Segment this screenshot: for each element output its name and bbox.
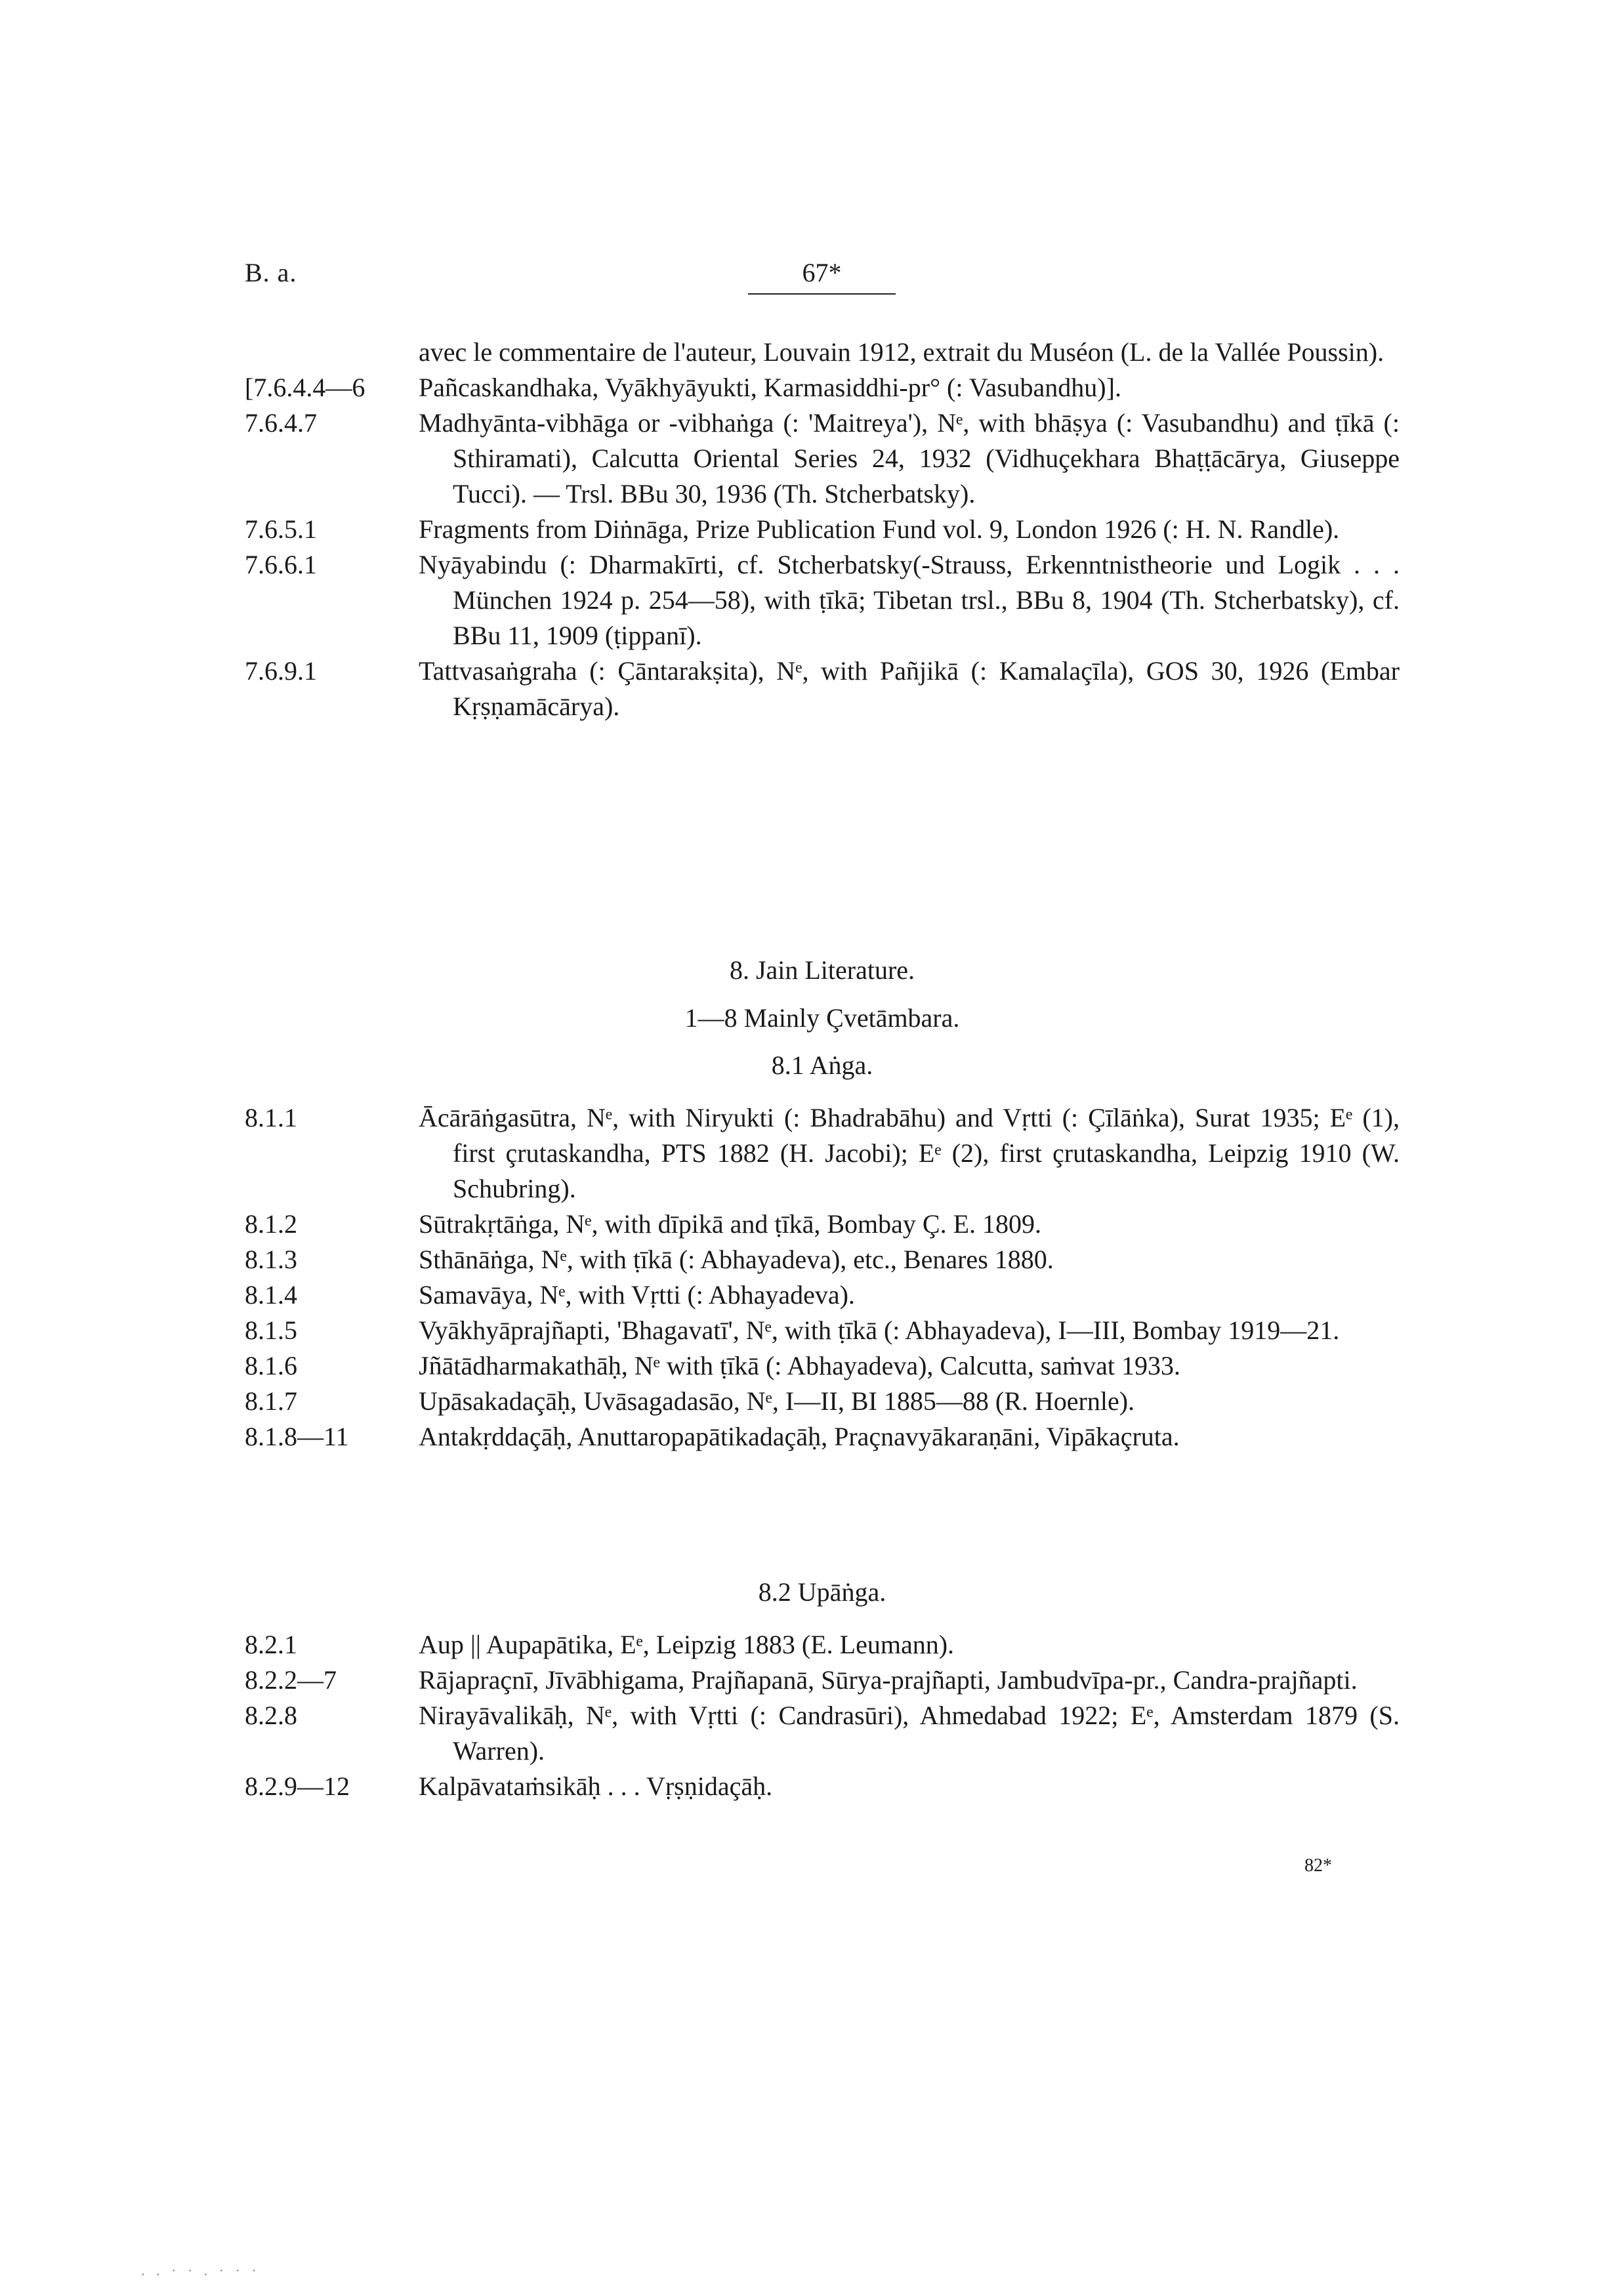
entry-text: avec le commentaire de l'auteur, Louvain 1912, extrait du Muséon (L. de la Vallée Poussin). <box>419 337 1385 367</box>
entry-row <box>245 547 1400 653</box>
entry-number: 8.2.8 <box>245 1701 297 1730</box>
entry-number <box>245 335 419 370</box>
entries-section-8-2 <box>245 1627 1400 1804</box>
entry-text: Pañcaskandhaka, Vyākhyāyukti, Karmasiddhi-pr° (: Vasubandhu)]. <box>419 373 1121 402</box>
entry-number: 8.1.6 <box>245 1351 297 1380</box>
entry-row <box>245 1100 1400 1207</box>
entry-number: 8.1.8—11 <box>245 1422 349 1451</box>
entry-row <box>245 653 1400 724</box>
entry-row <box>245 1242 1400 1277</box>
entry-text: Antakṛddaçāḥ, Anuttaropapātikadaçāḥ, Praçnavyākaraṇāni, Vipākaçruta. <box>419 1422 1180 1451</box>
entry-text: Samavāya, Nᵉ, with Vṛtti (: Abhayadeva). <box>419 1280 855 1310</box>
entry-row <box>245 1313 1400 1348</box>
entry-number: 7.6.5.1 <box>245 514 317 544</box>
subheading-svetambara: 1—8 Mainly Çvetāmbara. <box>684 1003 960 1033</box>
entry-row <box>245 405 1400 512</box>
entries-section-8-1 <box>245 1100 1400 1455</box>
entry-number: 8.2.1 <box>245 1630 297 1659</box>
entry-number: 8.2.2—7 <box>245 1665 337 1695</box>
entry-text: Sūtrakṛtāṅga, Nᵉ, with dīpikā and ṭīkā, Bombay Ç. E. 1809. <box>419 1209 1042 1239</box>
subheading-anga: 8.1 Aṅga. <box>771 1050 873 1080</box>
entry-number: 8.2.9—12 <box>245 1771 350 1801</box>
entry-row <box>245 1663 1400 1698</box>
page-number: 67* <box>748 257 896 295</box>
entry-number: 8.1.7 <box>245 1386 297 1416</box>
entry-number: 8.1.5 <box>245 1315 297 1345</box>
entry-text: Jñātādharmakathāḥ, Nᵉ with ṭīkā (: Abhayadeva), Calcutta, saṁvat 1933. <box>419 1351 1181 1380</box>
entry-text: Tattvasaṅgraha (: Çāntarakṣita), Nᵉ, with Pañjikā (: Kamalaçīla), GOS 30, 1926 (Embar Kṛṣṇamācārya). <box>419 656 1400 721</box>
entry-row <box>245 1698 1400 1769</box>
entry-row <box>245 1348 1400 1384</box>
entry-row <box>245 1384 1400 1419</box>
entry-text: Sthānāṅga, Nᵉ, with ṭīkā (: Abhayadeva), etc., Benares 1880. <box>419 1245 1054 1274</box>
scan-specks: . . · · . · · · <box>141 2262 260 2279</box>
entry-number: 7.6.6.1 <box>245 550 317 579</box>
entry-row <box>245 335 1400 370</box>
entry-row <box>245 1769 1400 1804</box>
entry-number: 7.6.9.1 <box>245 656 317 686</box>
entry-number: 8.1.3 <box>245 1245 297 1274</box>
entry-text: Upāsakadaçāḥ, Uvāsagadasāo, Nᵉ, I—II, BI 1885—88 (R. Hoernle). <box>419 1386 1135 1416</box>
entry-row <box>245 1627 1400 1663</box>
entry-row <box>245 370 1400 405</box>
entry-text: Nirayāvalikāḥ, Nᵉ, with Vṛtti (: Candrasūri), Ahmedabad 1922; Eᵉ, Amsterdam 1879 (S. Warren). <box>419 1701 1400 1766</box>
entry-text: Ācārāṅgasūtra, Nᵉ, with Niryukti (: Bhadrabāhu) and Vṛtti (: Çīlāṅka), Surat 1935; Eᵉ (1), first çrutaskandha, PTS 1882 (H. Jacobi); Eᵉ (2), first çrutaskandha, Leipzig 1910 (W. Schubring). <box>419 1103 1400 1203</box>
signature-mark: 82* <box>1304 1855 1332 1876</box>
subheading-upanga: 8.2 Upāṅga. <box>758 1577 886 1607</box>
entry-text: Kalpāvataṁsikāḥ . . . Vṛṣṇidaçāḥ. <box>419 1771 773 1801</box>
entry-number: 8.1.2 <box>245 1209 297 1239</box>
entry-number: 7.6.4.7 <box>245 408 317 438</box>
entry-number: [7.6.4.4—6 <box>245 373 365 402</box>
entry-text: Madhyānta-vibhāga or -vibhaṅga (: 'Maitreya'), Nᵉ, with bhāṣya (: Vasubandhu) and ṭīkā (: Sthiramati), Calcutta Oriental Series 24, 1932 (Vidhuçekhara Bhaṭṭācārya, Giuseppe Tucci). — Trsl. BBu 30, 1936 (Th. Stcherbatsky). <box>419 408 1400 508</box>
entry-text: Vyākhyāprajñapti, 'Bhagavatī', Nᵉ, with ṭīkā (: Abhayadeva), I—III, Bombay 1919—21. <box>419 1315 1340 1345</box>
entry-row <box>245 1207 1400 1242</box>
entry-number: 8.1.4 <box>245 1280 297 1310</box>
section-heading-jain-literature: 8. Jain Literature. <box>729 955 915 985</box>
entry-text: Aup || Aupapātika, Eᵉ, Leipzig 1883 (E. Leumann). <box>419 1630 955 1659</box>
entry-text: Fragments from Diṅnāga, Prize Publication Fund vol. 9, London 1926 (: H. N. Randle). <box>419 514 1340 544</box>
entry-number: 8.1.1 <box>245 1103 297 1132</box>
entry-row <box>245 1419 1400 1455</box>
entries-section-7-6 <box>245 335 1400 724</box>
entry-row <box>245 1277 1400 1313</box>
entry-row <box>245 512 1400 547</box>
entry-text: Rājapraçnī, Jīvābhigama, Prajñapanā, Sūrya-prajñapti, Jambudvīpa-pr., Candra-prajñapti. <box>419 1665 1358 1695</box>
running-head: B. a. <box>245 258 297 287</box>
entry-text: Nyāyabindu (: Dharmakīrti, cf. Stcherbatsky(-Strauss, Erkenntnistheorie und Logik . . . München 1924 p. 254—58), with ṭīkā; Tibetan trsl., BBu 8, 1904 (Th. Stcherbatsky), cf. BBu 11, 1909 (ṭippanī). <box>419 550 1400 650</box>
